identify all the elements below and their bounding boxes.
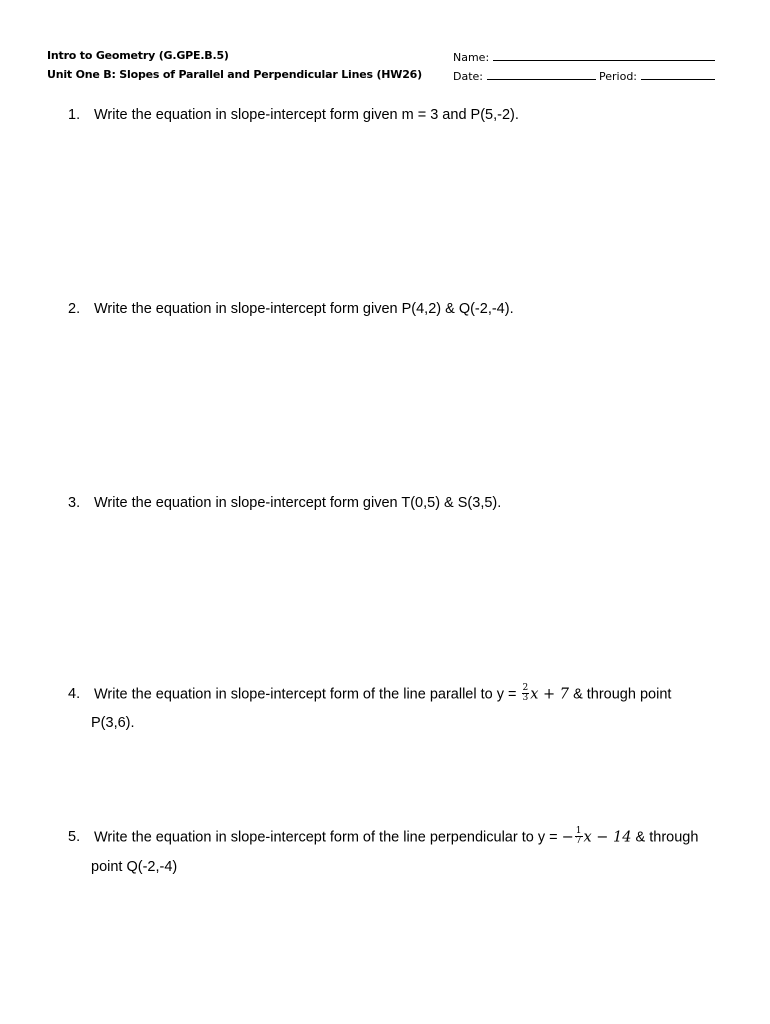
unit-title: Unit One B: Slopes of Parallel and Perpendicular Lines (HW26) — [47, 68, 422, 81]
fraction-numerator: 1 — [575, 826, 582, 836]
question-number: 3. — [68, 495, 81, 511]
fraction — [522, 684, 530, 703]
question-number: 5. — [68, 829, 81, 846]
date-period-line — [453, 68, 715, 84]
question-text: Write the equation in slope-intercept form given P(4,2) & Q(-2,-4). — [94, 301, 514, 317]
question-5 — [68, 828, 698, 847]
period-label: Period: — [599, 70, 638, 83]
question-text-end: & through — [635, 829, 699, 846]
fraction-numerator: 2 — [522, 683, 529, 693]
fraction-denominator: 3 — [522, 693, 529, 703]
question-text-end: & through point — [573, 686, 672, 703]
question-number: 4. — [68, 686, 81, 703]
date-blank[interactable] — [487, 68, 596, 80]
question-2 — [68, 300, 514, 318]
question-4-continuation: P(3,6). — [91, 715, 135, 731]
equation-sign: − — [561, 829, 574, 846]
question-text: Write the equation in slope-intercept form given m = 3 and P(5,-2). — [94, 107, 519, 123]
equation-tail: x + 7 — [530, 686, 570, 703]
question-text: Write the equation in slope-intercept form given T(0,5) & S(3,5). — [94, 495, 502, 511]
question-number: 1. — [68, 107, 81, 123]
date-label: Date: — [453, 70, 483, 83]
question-4 — [68, 685, 671, 704]
fraction-denominator: 7 — [575, 836, 582, 846]
fraction — [575, 827, 583, 846]
name-blank[interactable] — [493, 49, 715, 61]
course-title: Intro to Geometry (G.GPE.B.5) — [47, 49, 229, 62]
period-blank[interactable] — [641, 68, 715, 80]
question-text: Write the equation in slope-intercept form of the line perpendicular to y = — [94, 829, 558, 846]
question-1 — [68, 106, 519, 124]
question-number: 2. — [68, 301, 81, 317]
equation-tail: x − 14 — [583, 829, 632, 846]
question-3 — [68, 494, 501, 512]
name-line — [453, 49, 715, 65]
question-5-continuation: point Q(-2,-4) — [91, 859, 178, 875]
question-text: Write the equation in slope-intercept form of the line parallel to y = — [94, 686, 517, 703]
name-label: Name: — [453, 51, 490, 64]
